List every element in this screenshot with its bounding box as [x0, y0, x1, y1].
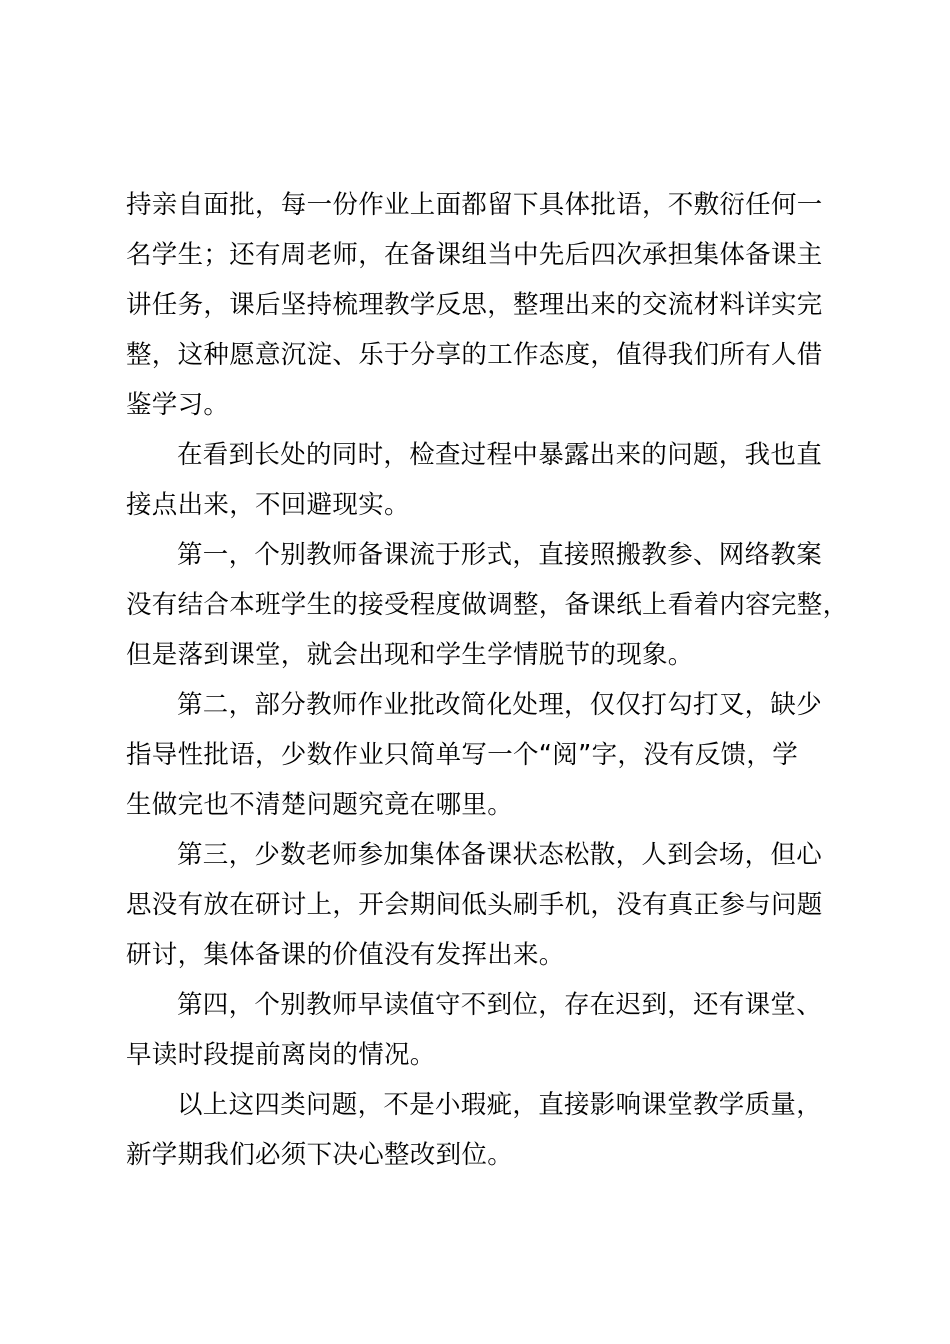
text-line: 第一，个别教师备课流于形式，直接照搬教参、网络教案 — [177, 540, 823, 570]
text-line: 名学生；还有周老师，在备课组当中先后四次承担集体备课主 — [126, 240, 823, 270]
text-line: 新学期我们必须下决心整改到位。 — [126, 1140, 514, 1170]
text-line: 第四，个别教师早读值守不到位，存在迟到，还有课堂、 — [177, 990, 823, 1020]
text-line: 研讨，集体备课的价值没有发挥出来。 — [126, 940, 565, 970]
paragraph-conclusion — [126, 1080, 836, 1180]
text-line: 鉴学习。 — [126, 390, 230, 420]
text-line: 整，这种愿意沉淀、乐于分享的工作态度，值得我们所有人借 — [126, 340, 823, 370]
paragraph-problem-two — [126, 680, 836, 830]
paragraph-problems-intro — [126, 430, 836, 530]
text-line: 第三，少数老师参加集体备课状态松散，人到会场，但心 — [177, 840, 823, 870]
text-line: 没有结合本班学生的接受程度做调整，备课纸上看着内容完整， — [126, 590, 849, 620]
text-line: 讲任务，课后坚持梳理教学反思，整理出来的交流材料详实完 — [126, 290, 823, 320]
text-line: 思没有放在研讨上，开会期间低头刷手机，没有真正参与问题 — [126, 890, 823, 920]
text-line: 第二，部分教师作业批改简化处理，仅仅打勾打叉，缺少 — [177, 690, 823, 720]
document-body — [126, 180, 849, 1180]
text-line: 指导性批语，少数作业只简单写一个“阅”字，没有反馈，学 — [126, 740, 799, 770]
text-line: 持亲自面批，每一份作业上面都留下具体批语，不敷衍任何一 — [126, 190, 823, 220]
paragraph-continuation — [126, 180, 836, 430]
paragraph-problem-four — [126, 980, 836, 1080]
text-line: 在看到长处的同时，检查过程中暴露出来的问题，我也直 — [177, 440, 823, 470]
text-line: 但是落到课堂，就会出现和学生学情脱节的现象。 — [126, 640, 694, 670]
text-line: 生做完也不清楚问题究竟在哪里。 — [126, 790, 514, 820]
text-line: 以上这四类问题，不是小瑕疵，直接影响课堂教学质量， — [177, 1090, 823, 1120]
paragraph-problem-three — [126, 830, 836, 980]
paragraph-problem-one — [126, 530, 849, 680]
text-line: 早读时段提前离岗的情况。 — [126, 1040, 436, 1070]
text-line: 接点出来，不回避现实。 — [126, 490, 410, 520]
